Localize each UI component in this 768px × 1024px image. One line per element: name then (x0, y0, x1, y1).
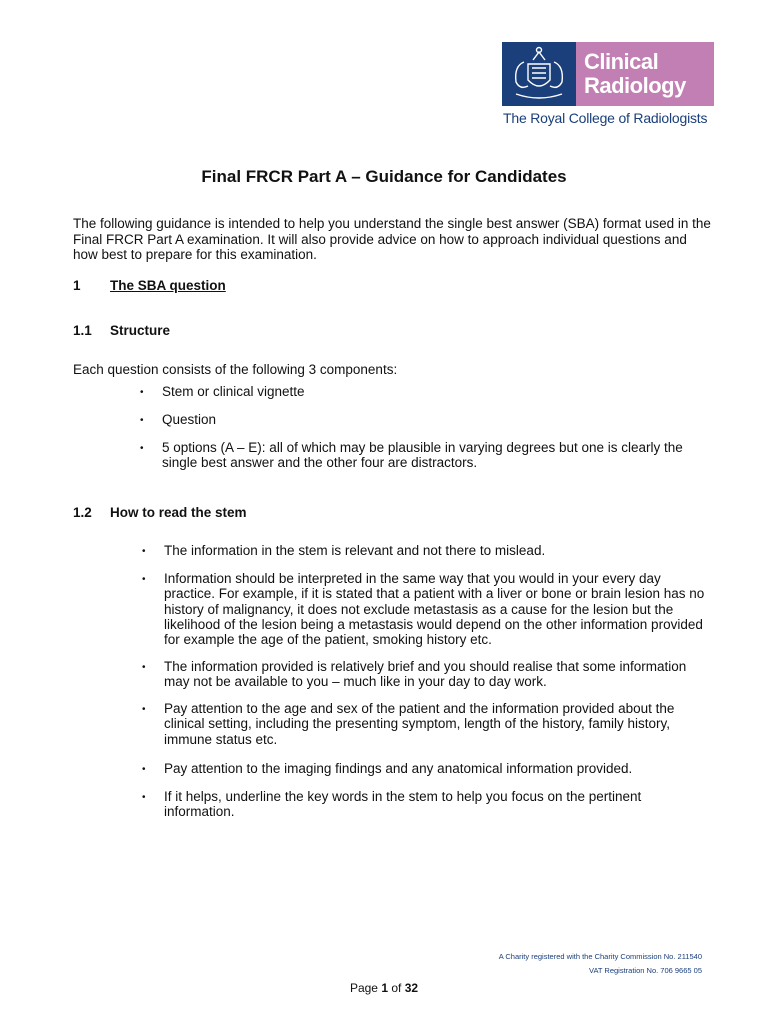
list-item-text: 5 options (A – E): all of which may be plausible in varying degrees but one is clearly the single best answer and the other four are distractors. (162, 440, 683, 471)
bullet-icon: • (140, 387, 144, 398)
section-1-1-lead: Each question consists of the following 3 components: (73, 362, 398, 377)
list-item-text: If it helps, underline the key words in the stem to help you focus on the pertinent information. (164, 789, 642, 820)
page-of: of (391, 981, 402, 995)
vat-number: VAT Registration No. 706 9665 05 (589, 966, 702, 975)
list-item-text: The information provided is relatively brief and you should realise that some information may not be available to you – much like in your day to day work. (164, 659, 687, 690)
bullet-icon: • (142, 546, 146, 557)
page-label: Page (349, 981, 378, 995)
logo-wordmark (576, 42, 714, 106)
list-item-text: Pay attention to the imaging findings and any anatomical information provided. (164, 761, 633, 776)
section-1-1-number: 1.1 (73, 323, 92, 338)
list-item-text: Pay attention to the age and sex of the patient and the information provided about the clinical setting, including the presenting symptom, length of the history, family history, immune status etc. (164, 701, 675, 747)
intro-paragraph: The following guidance is intended to help you understand the single best answer (SBA) format used in the Final FRCR Part A examination. It will also provide advice on how to approach individual questions and how best to prepare for this examination. (73, 216, 711, 262)
section-1-2-title: How to read the stem (110, 505, 247, 520)
section-1-number: 1 (73, 278, 81, 293)
logo-line-2: Radiology (584, 73, 686, 98)
list-item-text: Stem or clinical vignette (162, 384, 305, 399)
bullet-icon: • (140, 443, 144, 454)
page-current: 1 (381, 981, 388, 995)
page-number (0, 981, 768, 995)
list-item-text: The information in the stem is relevant and not there to mislead. (164, 543, 546, 558)
bullet-icon: • (142, 662, 146, 673)
crest-icon (502, 42, 576, 106)
charity-number: A Charity registered with the Charity Commission No. 211540 (498, 952, 702, 961)
bullet-icon: • (142, 704, 146, 715)
college-logo (502, 42, 714, 130)
bullet-icon: • (140, 415, 144, 426)
bullet-icon: • (142, 792, 146, 803)
logo-line-1: Clinical (584, 49, 659, 74)
section-1-title: The SBA question (110, 278, 226, 293)
list-item-text: Question (162, 412, 217, 427)
page-title: Final FRCR Part A – Guidance for Candidates (201, 167, 567, 186)
section-1-1-title: Structure (110, 323, 171, 338)
legal-footer (499, 950, 702, 978)
page-total: 32 (404, 981, 419, 995)
bullet-icon: • (142, 574, 146, 585)
section-1-2-number: 1.2 (73, 505, 92, 520)
bullet-icon: • (142, 764, 146, 775)
college-name: The Royal College of Radiologists (503, 110, 708, 126)
list-item-text: Information should be interpreted in the same way that you would in your every day practice. For example, if it is stated that a patient with a liver or bone or brain lesion has no history of malignancy, it does not exclude metastasis as a cause for the lesion but the likelihood of the lesion being a metastasis would depend on the other information provided for example the age of the patient, smoking history etc. (164, 571, 705, 648)
